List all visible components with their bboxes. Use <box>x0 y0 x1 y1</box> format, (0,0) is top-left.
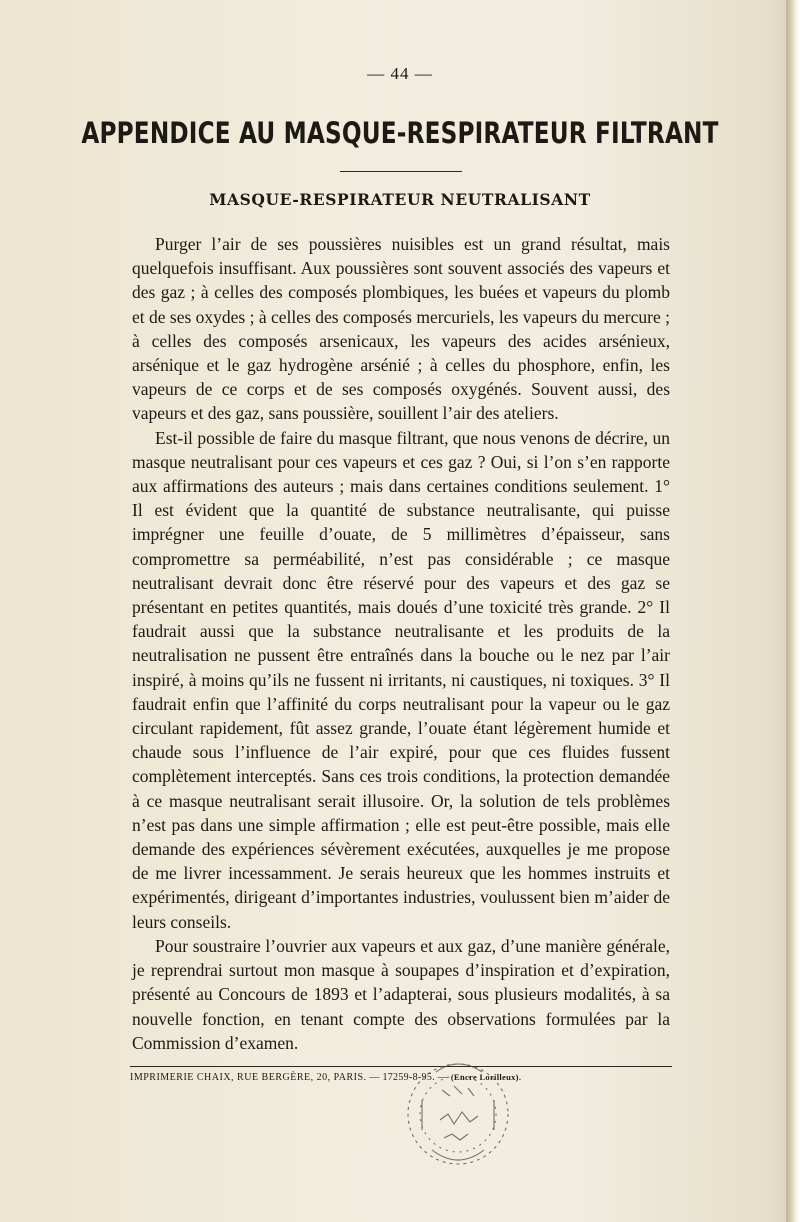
page-number: — 44 — <box>367 64 433 83</box>
section-subtitle: MASQUE-RESPIRATEUR NEUTRALISANT <box>209 190 591 209</box>
paragraph-2: Est-il possible de faire du masque filtrant, que nous venons de décrire, un masque neutralisant pour ces vapeurs et ces gaz ? Oui, si l’on s’en rapporte aux affirmations des auteurs ; mais dans certaines conditions seulement. 1° Il est évident que la quantité de substance neutralisante, qui puisse imprégner une feuille d’ouate, de 5 millimètres d’épaisseur, sans compromettre sa perméabilité, n’est pas considérable ; ce masque neutralisant devrait donc être réservé pour des vapeurs et des gaz se présentant en petites quantités, mais doués d’une toxicité très grande. 2° Il faudrait aussi que la substance neutralisante et les produits de la neutralisation ne pussent être entraînés dans la bouche ou le nez par l’air inspiré, à moins qu’ils ne fussent ni irritants, ni caustiques, ni toxiques. 3° Il faudrait enfin que l’affinité du corps neutralisant pour la vapeur ou le gaz circulant rapidement, fût assez grande, l’ouate étant légèrement humide et chaude sous l’influence de l’air expiré, pour que ces fluides fussent complètement interceptés. Sans ces trois conditions, la protection demandée à ce masque neutralisant serait illusoire. Or, la solution de tels problèmes n’est pas dans une simple affirmation ; elle est peut-être possible, mais elle demande des expériences sévèrement exécutées, auxquelles je me propose de me livrer incessamment. Je serais heureux que les hommes instruits et expérimentés, dirigeant d’importantes industries, voulussent bien m’aider de leurs conseils. <box>132 427 670 932</box>
paragraph-1: Purger l’air de ses poussières nuisibles est un grand résultat, mais quelquefois insuffisant. Aux poussières sont souvent associés des vapeurs et des gaz ; à celles des composés plombiques, les buées et vapeurs du plomb et de ses oxydes ; à celles des composés mercuriels, les vapeurs du mercure ; à celles des composés arsenicaux, les vapeurs des acides arsénieux, arsénique et le gaz hydrogène arsénié ; à celles du phosphore, enfin, les vapeurs de ce corps et de ses composés oxygénés. Souvent aussi, des vapeurs et des gaz, sans poussière, souillent l’air des ateliers. <box>132 234 670 424</box>
paragraph-3: Pour soustraire l’ouvrier aux vapeurs et aux gaz, d’une manière générale, je reprendrai surtout mon masque à soupapes d’inspiration et d’expiration, présenté au Concours de 1893 et l’adapterai, sous plusieurs modalités, à sa nouvelle fonction, en tenant compte des observations formulées par la Commission d’examen. <box>132 935 670 1053</box>
ink-credit: (Encre Lorilleux). <box>450 1072 522 1082</box>
page-edge <box>786 0 800 1222</box>
title-divider <box>340 171 462 172</box>
body-text <box>132 232 670 1055</box>
printer-name: IMPRIMERIE CHAIX, RUE BERGÈRE, 20, PARIS. <box>130 1072 367 1083</box>
library-stamp-icon <box>392 1050 524 1180</box>
page-title: APPENDICE AU MASQUE-RESPIRATEUR FILTRANT <box>81 116 719 150</box>
job-number: — 17259-8-95. — <box>369 1072 449 1083</box>
